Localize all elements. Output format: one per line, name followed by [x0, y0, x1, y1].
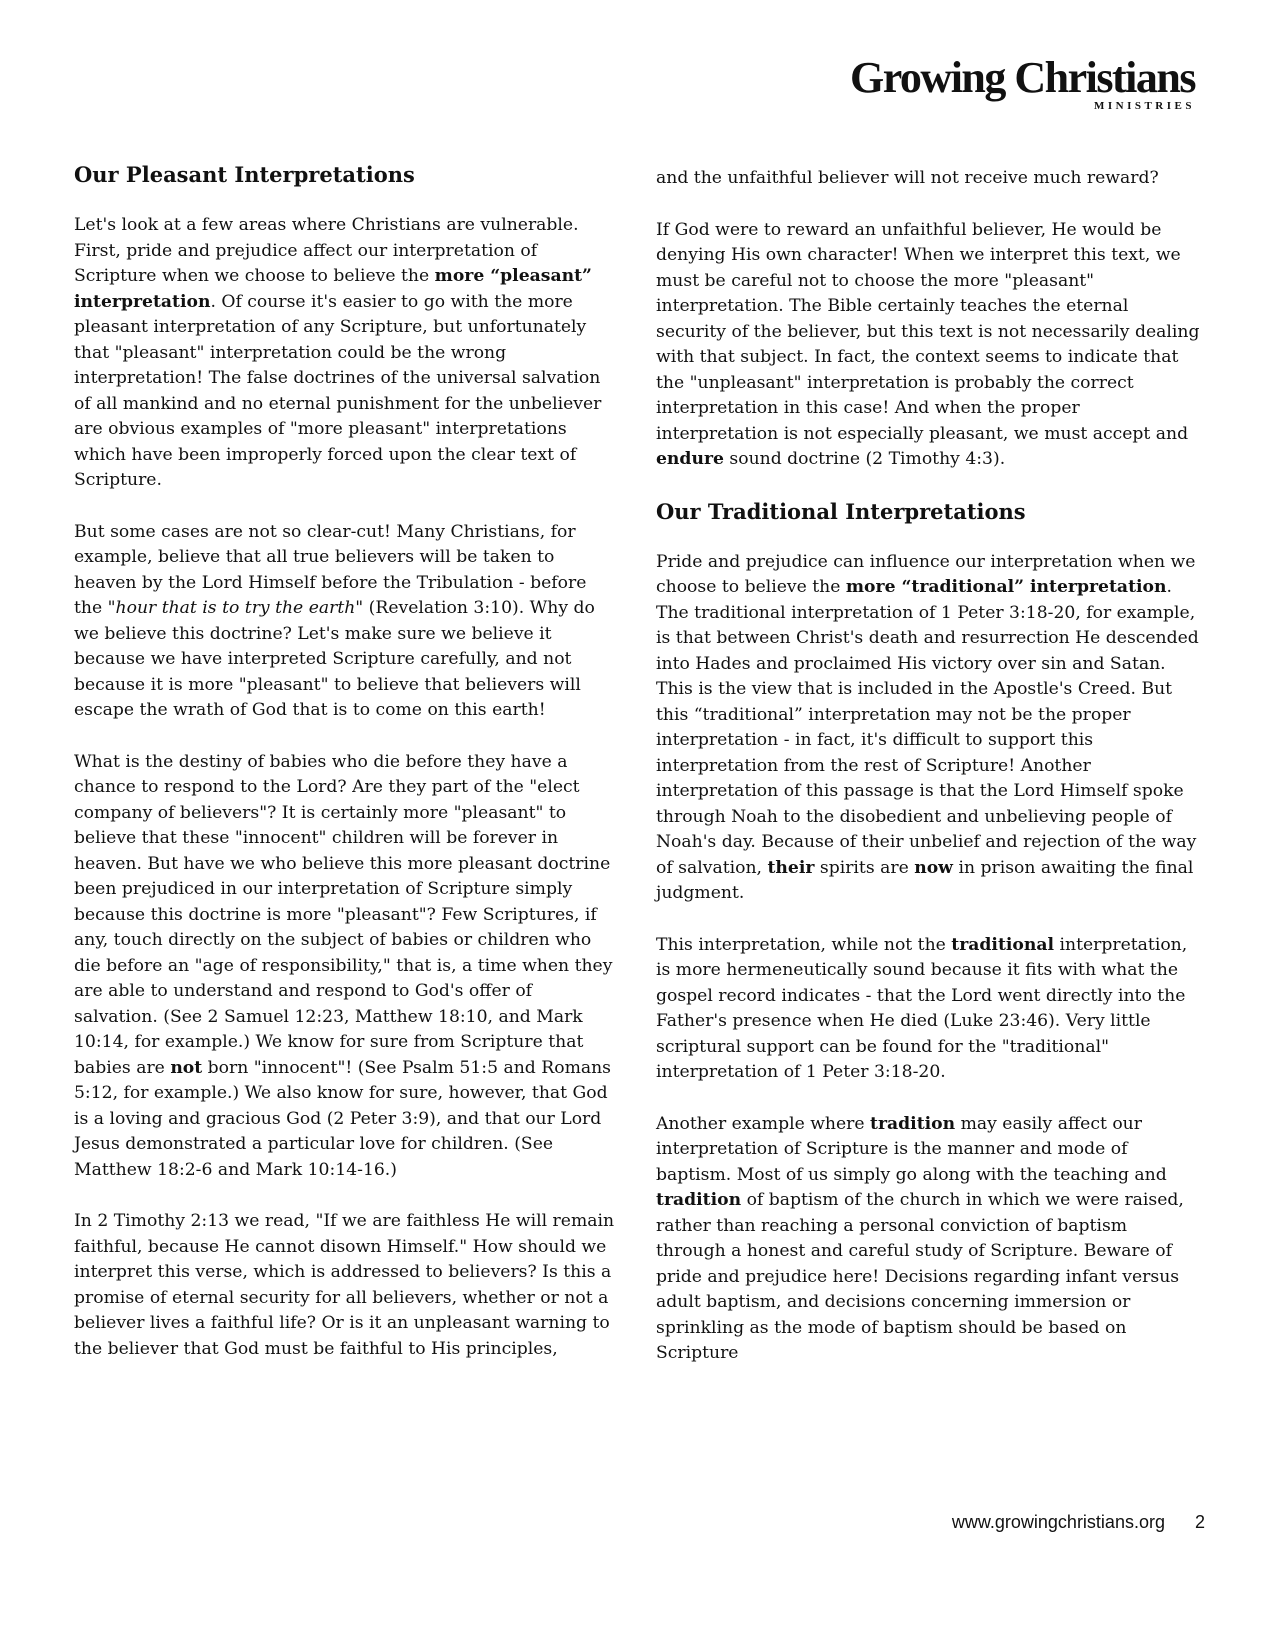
- paragraph: But some cases are not so clear-cut! Many Christians, for example, believe that all true believers will be taken to heaven by the Lord Himself before the Tribulation - before the "hour that is to try the earth" (Revelation 3:10). Why do we believe this doctrine? Let's make sure we believe it because we have interpreted Scripture carefully, and not because it is more "pleasant" to believe that believers will escape the wrath of God that is to come on this earth!: [74, 521, 595, 721]
- page-number: 2: [1194, 1512, 1205, 1532]
- paragraph: and the unfaithful believer will not receive much reward?: [656, 168, 1159, 188]
- ministry-logo: [849, 53, 1195, 112]
- paragraph: This interpretation, while not the traditional interpretation, is more hermeneutically sound because it fits with what the gospel record indicates - that the Lord went directly into the Father's presence when He died (Luke 23:46). Very little scriptural support can be found for the "traditional" interpretation of 1 Peter 3:18-20.: [656, 934, 1188, 1083]
- paragraph: Another example where tradition may easily affect our interpretation of Scripture is the manner and mode of baptism. Most of us simply go along with the teaching and tradition of baptism of the church in which we were raised, rather than reaching a personal conviction of baptism through a honest and careful study of Scripture. Beware of pride and prejudice here! Decisions regarding infant versus adult baptism, and decisions concerning immersion or sprinkling as the mode of baptism should be based on Scripture: [656, 1113, 1184, 1364]
- paragraph: If God were to reward an unfaithful believer, He would be denying His own character! When we interpret this text, we must be careful not to choose the more "pleasant" interpretation. The Bible certainly teaches the eternal security of the believer, but this text is not necessarily dealing with that subject. In fact, the context seems to indicate that the "unpleasant" interpretation is probably the correct interpretation in this case! And when the proper interpretation is not especially pleasant, we must accept and endure sound doctrine (2 Timothy 4:3).: [656, 219, 1200, 469]
- section-heading-traditional: Our Traditional Interpretations: [656, 498, 1026, 524]
- page-footer: [952, 1512, 1205, 1533]
- paragraph: Pride and prejudice can influence our interpretation when we choose to believe the more “traditional” interpretation. The traditional interpretation of 1 Peter 3:18-20, for example, is that between Christ's death and resurrection He descended into Hades and proclaimed His victory over sin and Satan. This is the view that is included in the Apostle's Creed. But this “traditional” interpretation may not be the proper interpretation - in fact, it's difficult to support this interpretation from the rest of Scripture! Another interpretation of this passage is that the Lord Himself spoke through Noah to the disobedient and unbelieving people of Noah's day. Because of their unbelief and rejection of the way of salvation, their spirits are now in prison awaiting the final judgment.: [656, 551, 1199, 904]
- paragraph: In 2 Timothy 2:13 we read, "If we are faithless He will remain faithful, because He cannot disown Himself." How should we interpret this verse, which is addressed to believers? Is this a promise of eternal security for all believers, whether or not a believer lives a faithful life? Or is it an unpleasant warning to the believer that God must be faithful to His principles,: [74, 1211, 615, 1359]
- left-column: [74, 162, 619, 1388]
- right-column: [656, 166, 1201, 1393]
- logo-subtitle: MINISTRIES: [1093, 100, 1195, 112]
- paragraph: What is the destiny of babies who die before they have a chance to respond to the Lord? Are they part of the "elect company of believers"? It is certainly more "pleasant" to believe that these "innocent" children will be forever in heaven. But have we who believe this more pleasant doctrine been prejudiced in our interpretation of Scripture simply because this doctrine is more "pleasant"? Few Scriptures, if any, touch directly on the subject of babies or children who die before an "age of responsibility," that is, a time when they are able to understand and respond to God's offer of salvation. (See 2 Samuel 12:23, Matthew 18:10, and Mark 10:14, for example.) We know for sure from Scripture that babies are not born "innocent"! (See Psalm 51:5 and Romans 5:12, for example.) We also know for sure, however, that God is a loving and gracious God (2 Peter 3:9), and that our Lord Jesus demonstrated a particular love for children. (See Matthew 18:2-6 and Mark 10:14-16.): [74, 751, 613, 1180]
- logo-title: Growing Christians: [849, 53, 1195, 102]
- paragraph: Let's look at a few areas where Christians are vulnerable. First, pride and prejudice affect our interpretation of Scripture when we choose to believe the more “pleasant” interpretation. Of course it's easier to go with the more pleasant interpretation of any Scripture, but unfortunately that "pleasant" interpretation could be the wrong interpretation! The false doctrines of the universal salvation of all mankind and no eternal punishment for the unbeliever are obvious examples of "more pleasant" interpretations which have been improperly forced upon the clear text of Scripture.: [74, 215, 602, 491]
- footer-url[interactable]: www.growingchristians.org: [951, 1512, 1165, 1532]
- section-heading-pleasant: Our Pleasant Interpretations: [74, 162, 415, 187]
